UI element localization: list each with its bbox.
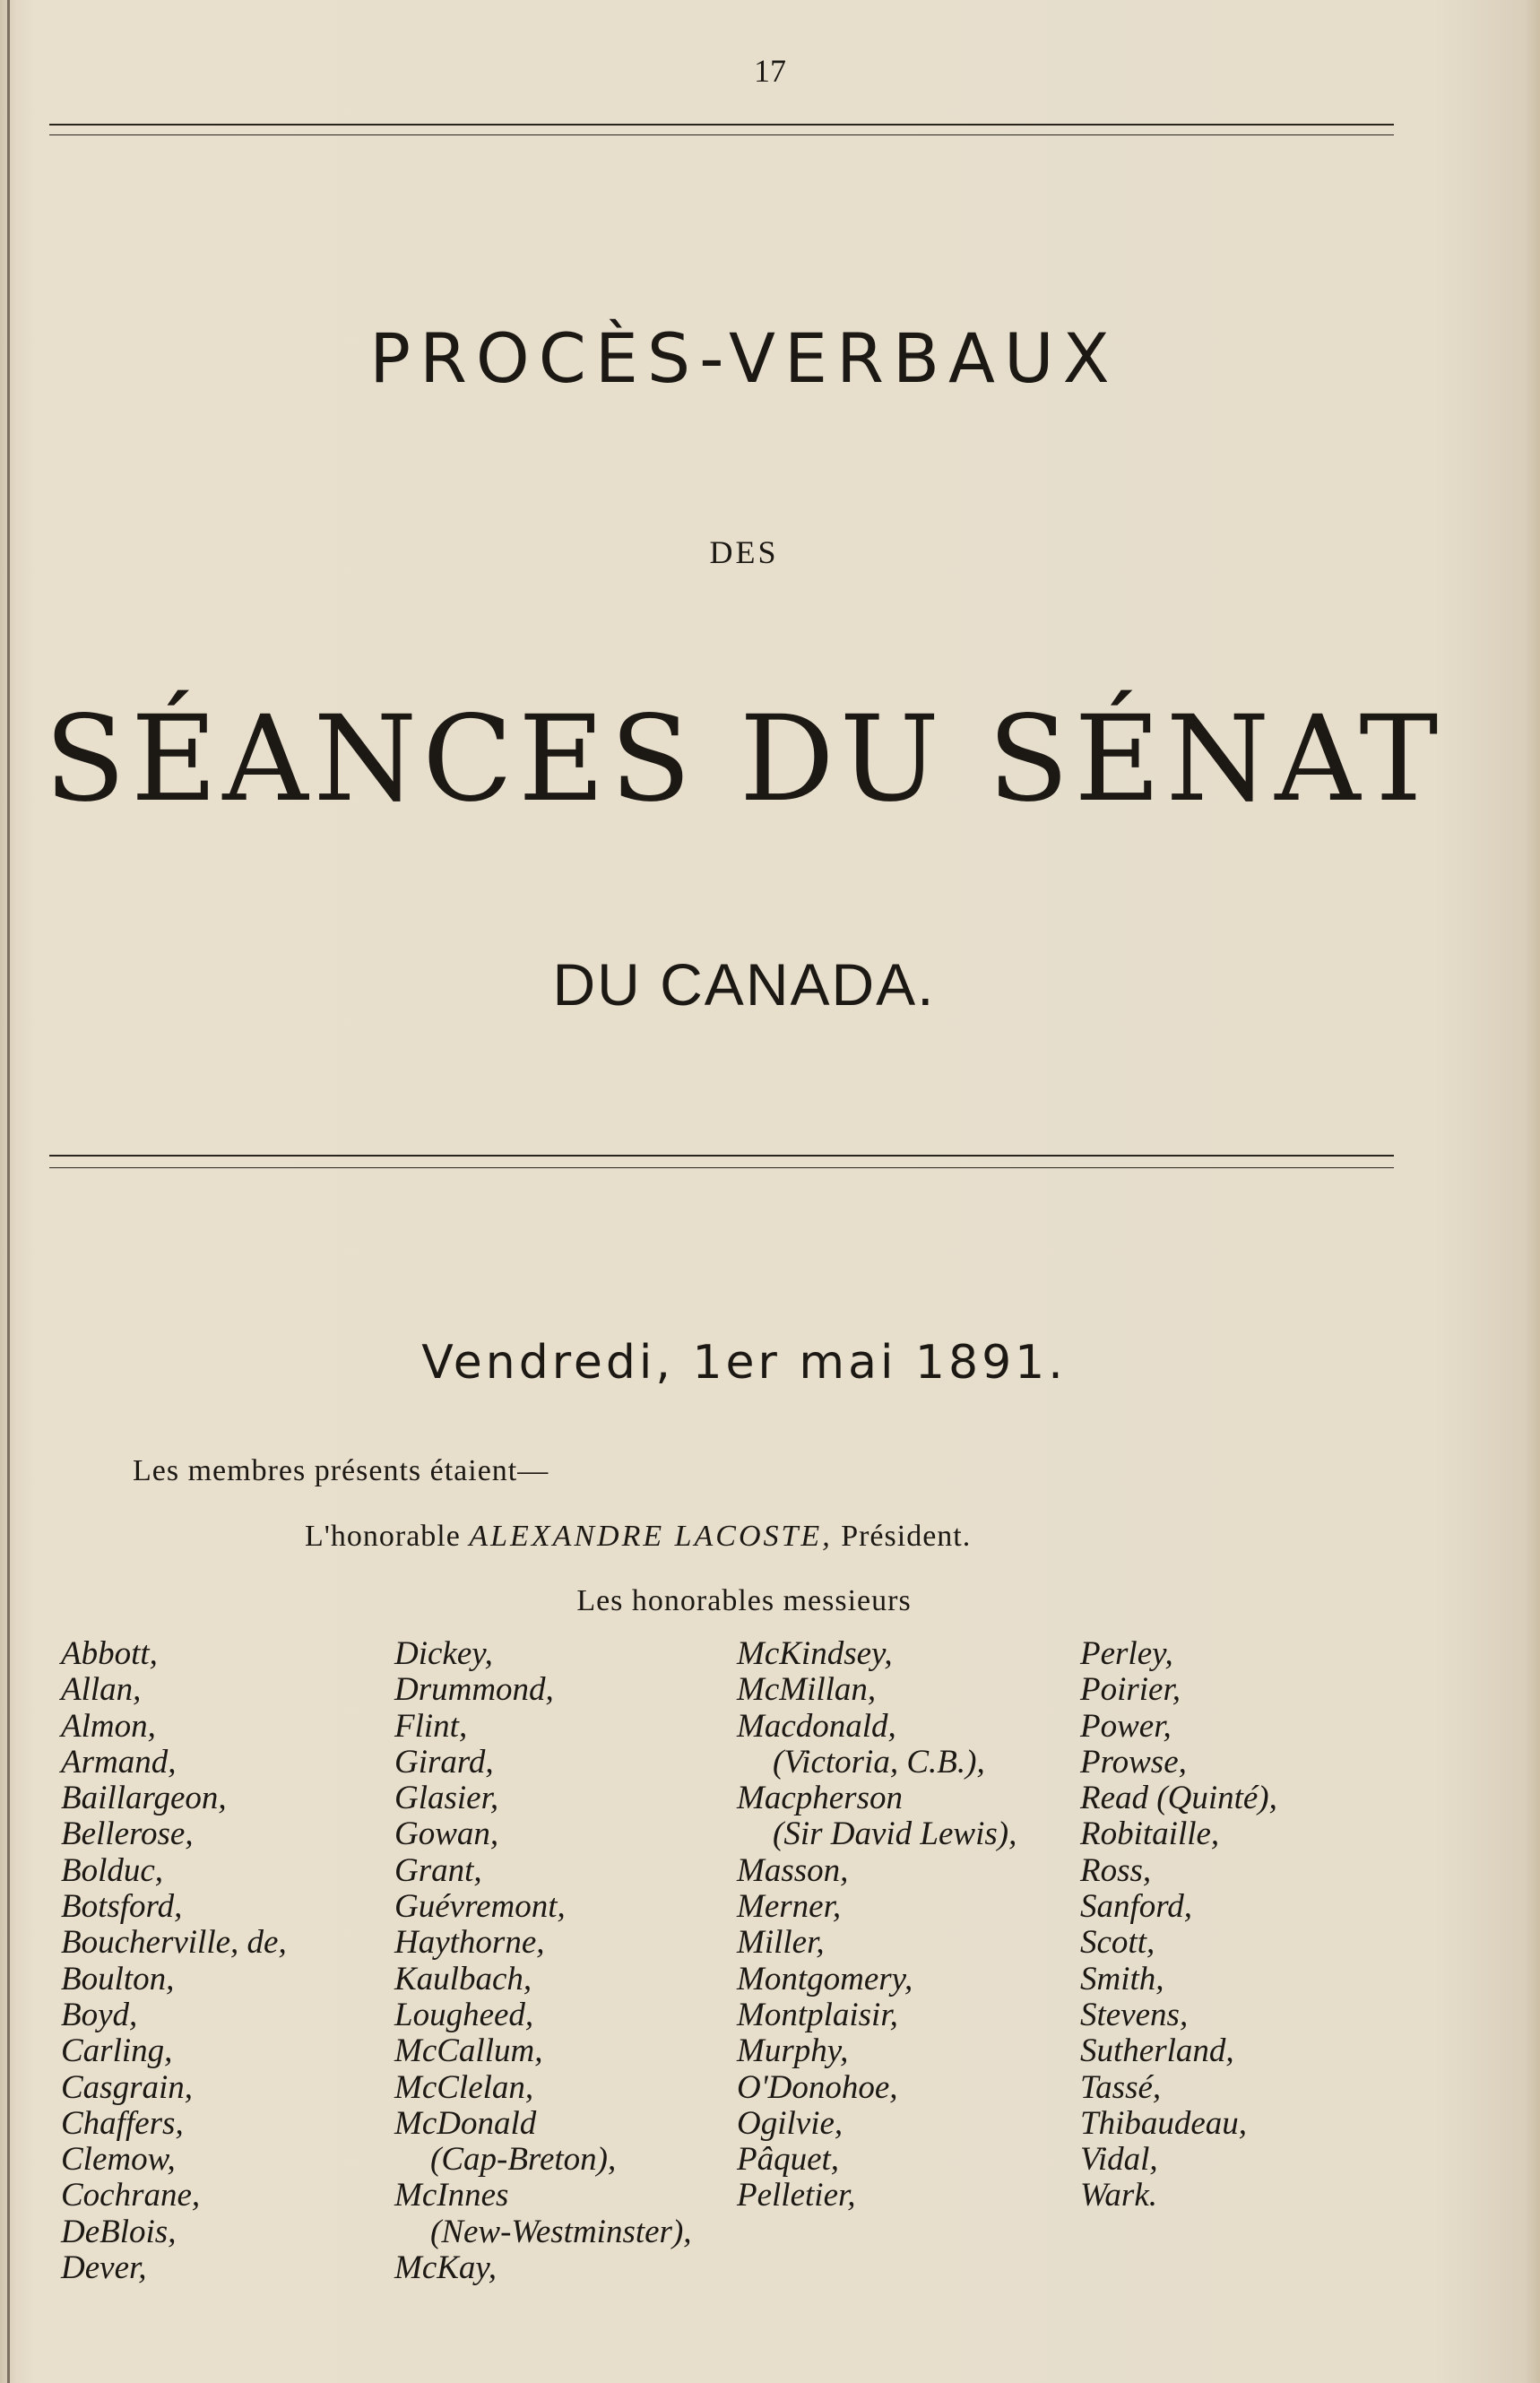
senator-name: (Sir David Lewis), [773, 1815, 1017, 1853]
senator-name: Poirier, [1080, 1671, 1181, 1709]
senator-name: Armand, [61, 1743, 177, 1781]
page-number: 17 [754, 53, 786, 89]
senator-name: Vidal, [1080, 2141, 1158, 2179]
senator-name: Girard, [394, 1743, 494, 1781]
senator-name: Merner, [737, 1888, 842, 1926]
senator-name: Gowan, [394, 1815, 499, 1853]
session-date: Vendredi, 1er mai 1891. [421, 1336, 1067, 1390]
senator-name: Bolduc, [61, 1851, 164, 1889]
senator-name: DeBlois, [61, 2213, 177, 2250]
top-rule [49, 124, 1394, 126]
senator-name: Stevens, [1080, 1996, 1189, 2033]
mid-rule [49, 1155, 1394, 1157]
senator-column-2 [394, 1636, 692, 2286]
senator-name: Masson, [737, 1851, 849, 1889]
senator-name: Thibaudeau, [1080, 2104, 1248, 2142]
senator-name: (Victoria, C.B.), [773, 1743, 985, 1781]
senator-name: McMillan, [737, 1671, 877, 1709]
presiding-prefix: L'honorable [305, 1520, 461, 1553]
senator-name: McInnes [394, 2177, 509, 2214]
senator-name: Ogilvie, [737, 2104, 844, 2142]
senator-column-3 [737, 1636, 1017, 2214]
senator-name: Power, [1080, 1707, 1172, 1745]
senator-name: (New-Westminster), [430, 2213, 692, 2250]
senator-name: Baillargeon, [61, 1780, 227, 1817]
presiding-role: Président. [841, 1520, 972, 1553]
senator-name: McDonald [394, 2104, 537, 2142]
title-seances-du-senat: SÉANCES DU SÉNAT [44, 690, 1444, 828]
senator-name: Dever, [61, 2249, 147, 2287]
senators-subhead: Les honorables messieurs [576, 1584, 912, 1617]
senator-name: Chaffers, [61, 2104, 184, 2142]
senator-name: Almon, [61, 1707, 156, 1745]
presiding-line [305, 1520, 971, 1554]
senator-name: Macpherson [737, 1780, 903, 1817]
senator-name: Allan, [61, 1671, 142, 1709]
senator-name: Lougheed, [394, 1996, 534, 2033]
senator-name: McKay, [394, 2249, 497, 2287]
senator-name: Carling, [61, 2032, 173, 2070]
senator-name: Scott, [1080, 1924, 1155, 1962]
senator-name: Bellerose, [61, 1815, 194, 1853]
senator-name: Macdonald, [737, 1707, 896, 1745]
senator-name: Smith, [1080, 1960, 1164, 1997]
senator-name: Dickey, [394, 1635, 493, 1672]
title-proces-verbaux: PROCÈS-VERBAUX [369, 318, 1119, 398]
senator-name: Grant, [394, 1851, 482, 1889]
senator-name: (Cap-Breton), [430, 2141, 617, 2179]
presiding-name: ALEXANDRE LACOSTE, [469, 1520, 833, 1553]
senator-name: Casgrain, [61, 2068, 194, 2106]
senator-name: McCallum, [394, 2032, 543, 2070]
senator-column-1 [61, 1636, 287, 2286]
members-intro: Les membres présents étaient— [133, 1454, 549, 1487]
senator-name: Abbott, [61, 1635, 158, 1672]
senator-name: Boucherville, de, [61, 1924, 287, 1962]
senator-name: Montplaisir, [737, 1996, 898, 2033]
senator-name: McClelan, [394, 2068, 534, 2106]
senator-name: Murphy, [737, 2032, 849, 2070]
senator-name: Kaulbach, [394, 1960, 532, 1997]
senator-name: Boulton, [61, 1960, 175, 1997]
title-du-canada: DU CANADA. [552, 951, 936, 1018]
senator-name: McKindsey, [737, 1635, 893, 1672]
senator-name: Ross, [1080, 1851, 1152, 1889]
senator-name: Montgomery, [737, 1960, 913, 1997]
senator-name: Clemow, [61, 2141, 176, 2179]
senator-name: Wark. [1080, 2177, 1157, 2214]
senator-name: Sutherland, [1080, 2032, 1234, 2070]
senator-name: Perley, [1080, 1635, 1173, 1672]
top-rule-thin [49, 134, 1394, 135]
senator-name: Cochrane, [61, 2177, 201, 2214]
senator-name: Miller, [737, 1924, 825, 1962]
mid-rule-thin [49, 1167, 1394, 1168]
senator-name: Flint, [394, 1707, 468, 1745]
senator-name: Sanford, [1080, 1888, 1193, 1926]
senator-name: Pelletier, [737, 2177, 856, 2214]
senator-name: Prowse, [1080, 1743, 1187, 1781]
senator-name: Guévremont, [394, 1888, 566, 1926]
senator-name: Haythorne, [394, 1924, 545, 1962]
senator-name: Tassé, [1080, 2068, 1162, 2106]
senator-name: Pâquet, [737, 2141, 840, 2179]
senator-name: Glasier, [394, 1780, 499, 1817]
senator-name: Boyd, [61, 1996, 138, 2033]
senator-name: Botsford, [61, 1888, 183, 1926]
senator-name: Robitaille, [1080, 1815, 1220, 1853]
senator-name: Drummond, [394, 1671, 554, 1709]
senator-column-4 [1080, 1636, 1277, 2214]
senator-name: Read (Quinté), [1080, 1780, 1277, 1817]
senator-name: O'Donohoe, [737, 2068, 898, 2106]
title-des: DES [709, 534, 779, 570]
